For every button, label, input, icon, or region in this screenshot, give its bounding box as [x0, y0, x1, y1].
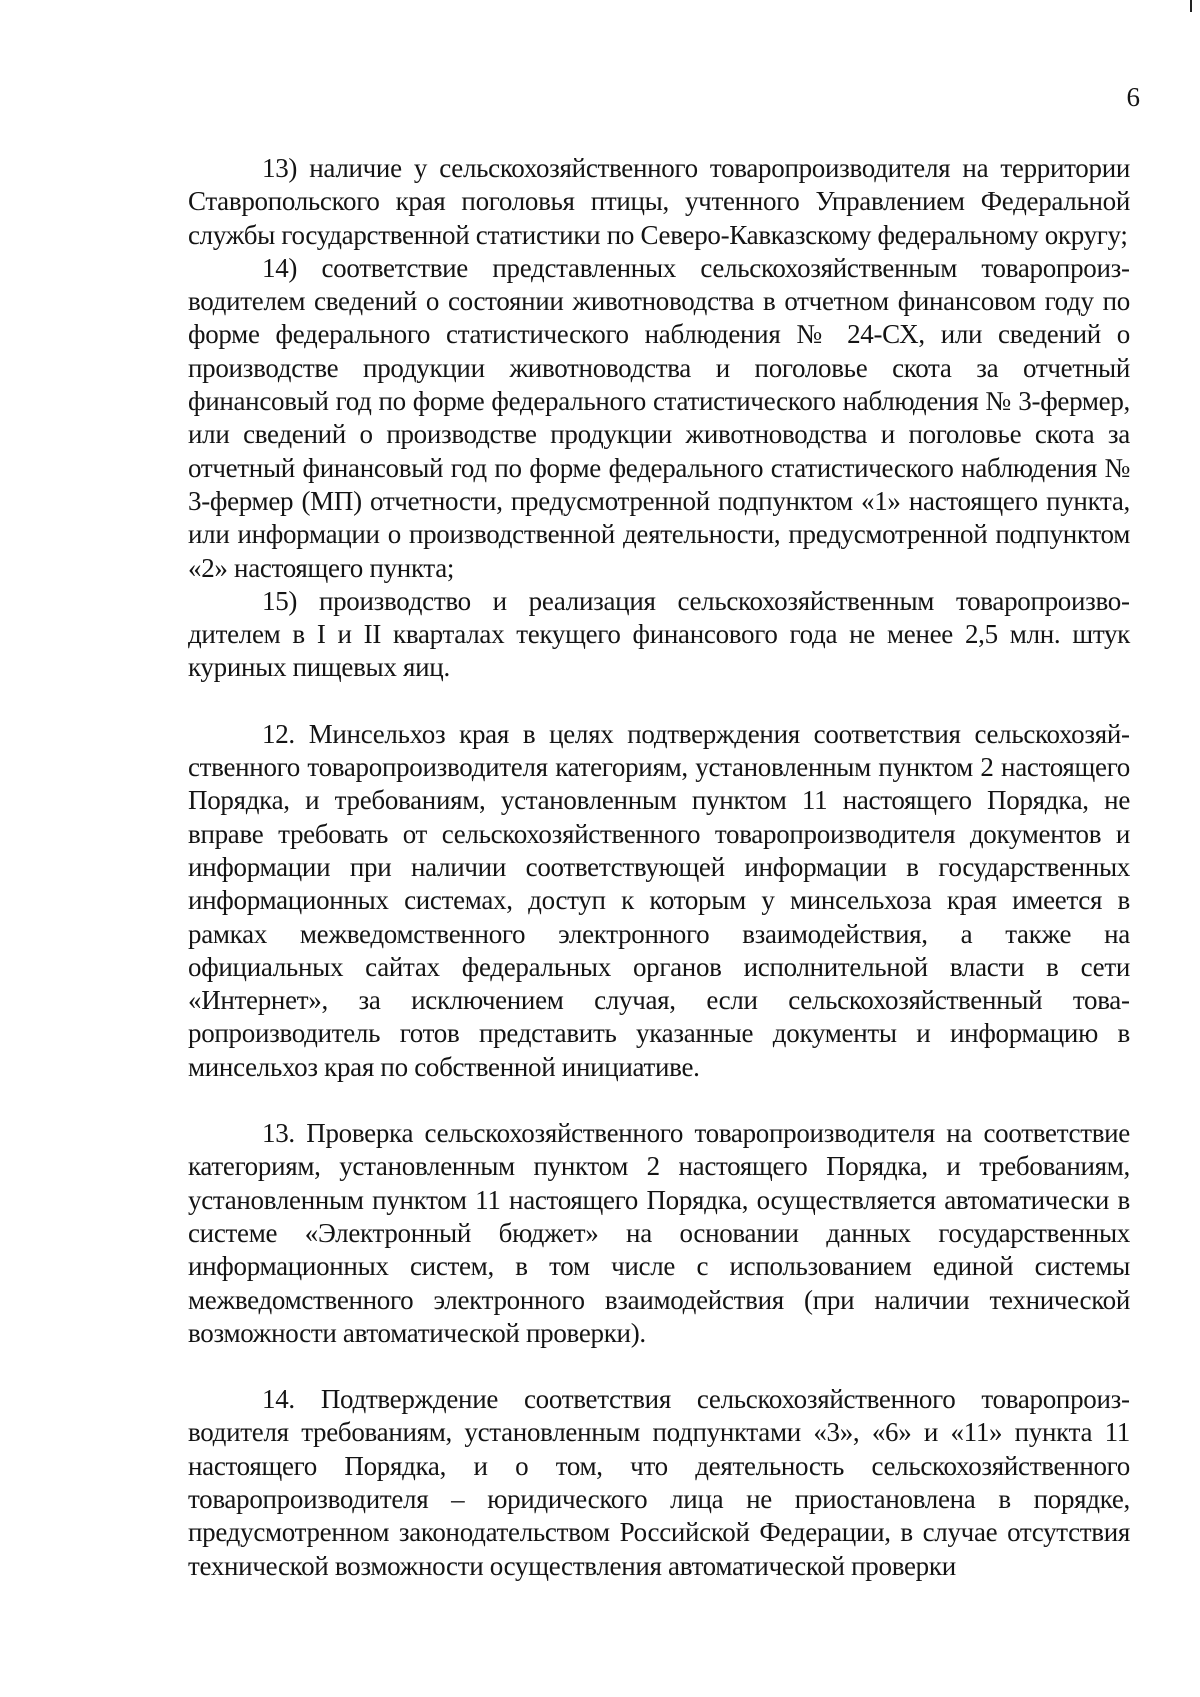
- page-number: 6: [1126, 82, 1140, 112]
- paragraph-item-14: 14. Подтверждение соответствия сельскохозяйственного товаропроизводителя требованиям, установленным подпунктами «3», «6» и «11» пункта 11 настоящего Порядка, и о том, что деятельность сельскохозяйственного товаропроизводителя – юридического лица не приостановлена в порядке, предусмотренном законодательством Российской Федерации, в случае отсутствия технической возможности осуществления автоматической проверки: [188, 1384, 1130, 1581]
- paragraph-item-12: 12. Минсельхоз края в целях подтверждения соответствия сельскохозяйственного товаропроизводителя категориям, установленным пунктом 2 настоящего Порядка, и требованиям, установленным пунктом 11 настоящего Порядка, не вправе требовать от сельскохозяйственного товаропроизводителя документов и информации при наличии соответствующей информации в государственных информационных системах, доступ к которым у минсельхоза края имеется в рамках межведомственного электронного взаимодействия, а также на официальных сайтах федеральных органов исполнительной власти в сети «Интернет», за исключением случая, если сельскохозяйственный товаропроизводитель готов представить указанные документы и информацию в минсельхоз края по собственной инициативе.: [188, 718, 1130, 1082]
- paragraph-item-13: 13. Проверка сельскохозяйственного товаропроизводителя на соответствие категориям, установленным пунктом 2 настоящего Порядка, и требованиям, установленным пунктом 11 настоящего Порядка, осуществляется автоматически в системе «Электронный бюджет» на основании данных государственных информационных систем, в том числе с использованием единой системы межведомственного электронного взаимодействия (при наличии технической возможности автоматической проверки).: [188, 1118, 1130, 1348]
- paragraph-subitem-15: 15) производство и реализация сельскохозяйственным товаропроизводителем в I и II кварталах текущего финансового года не менее 2,5 млн. штук куриных пищевых яиц.: [188, 585, 1130, 683]
- page-edge-mark: [1190, 0, 1192, 12]
- paragraph-gap: [188, 1084, 1130, 1117]
- paragraph-subitem-13: 13) наличие у сельскохозяйственного товаропроизводителя на территории Ставропольского края поголовья птицы, учтенного Управлением Федеральной службы государственной статистики по Северо-Кавказскому федеральному округу;: [188, 153, 1130, 250]
- paragraph-gap: [188, 1350, 1130, 1383]
- paragraph-gap: [188, 685, 1130, 718]
- document-body: [188, 152, 1130, 1583]
- paragraph-subitem-14: 14) соответствие представленных сельскохозяйственным товаропроизводителем сведений о состоянии животноводства в отчетном финансовом году по форме федерального статистического наблюдения № 24-СХ, или сведений о производстве продукции животноводства и поголовье скота за отчетный финансовый год по форме федерального статистического наблюдения № 3-фермер, или сведений о производстве продукции животноводства и поголовье скота за отчетный финансовый год по форме федерального статистического наблюдения № 3-фермер (МП) отчетности, предусмотренной подпунктом «1» настоящего пункта, или информации о производственной деятельности, предусмотренной подпунктом «2» настоящего пункта;: [188, 252, 1130, 583]
